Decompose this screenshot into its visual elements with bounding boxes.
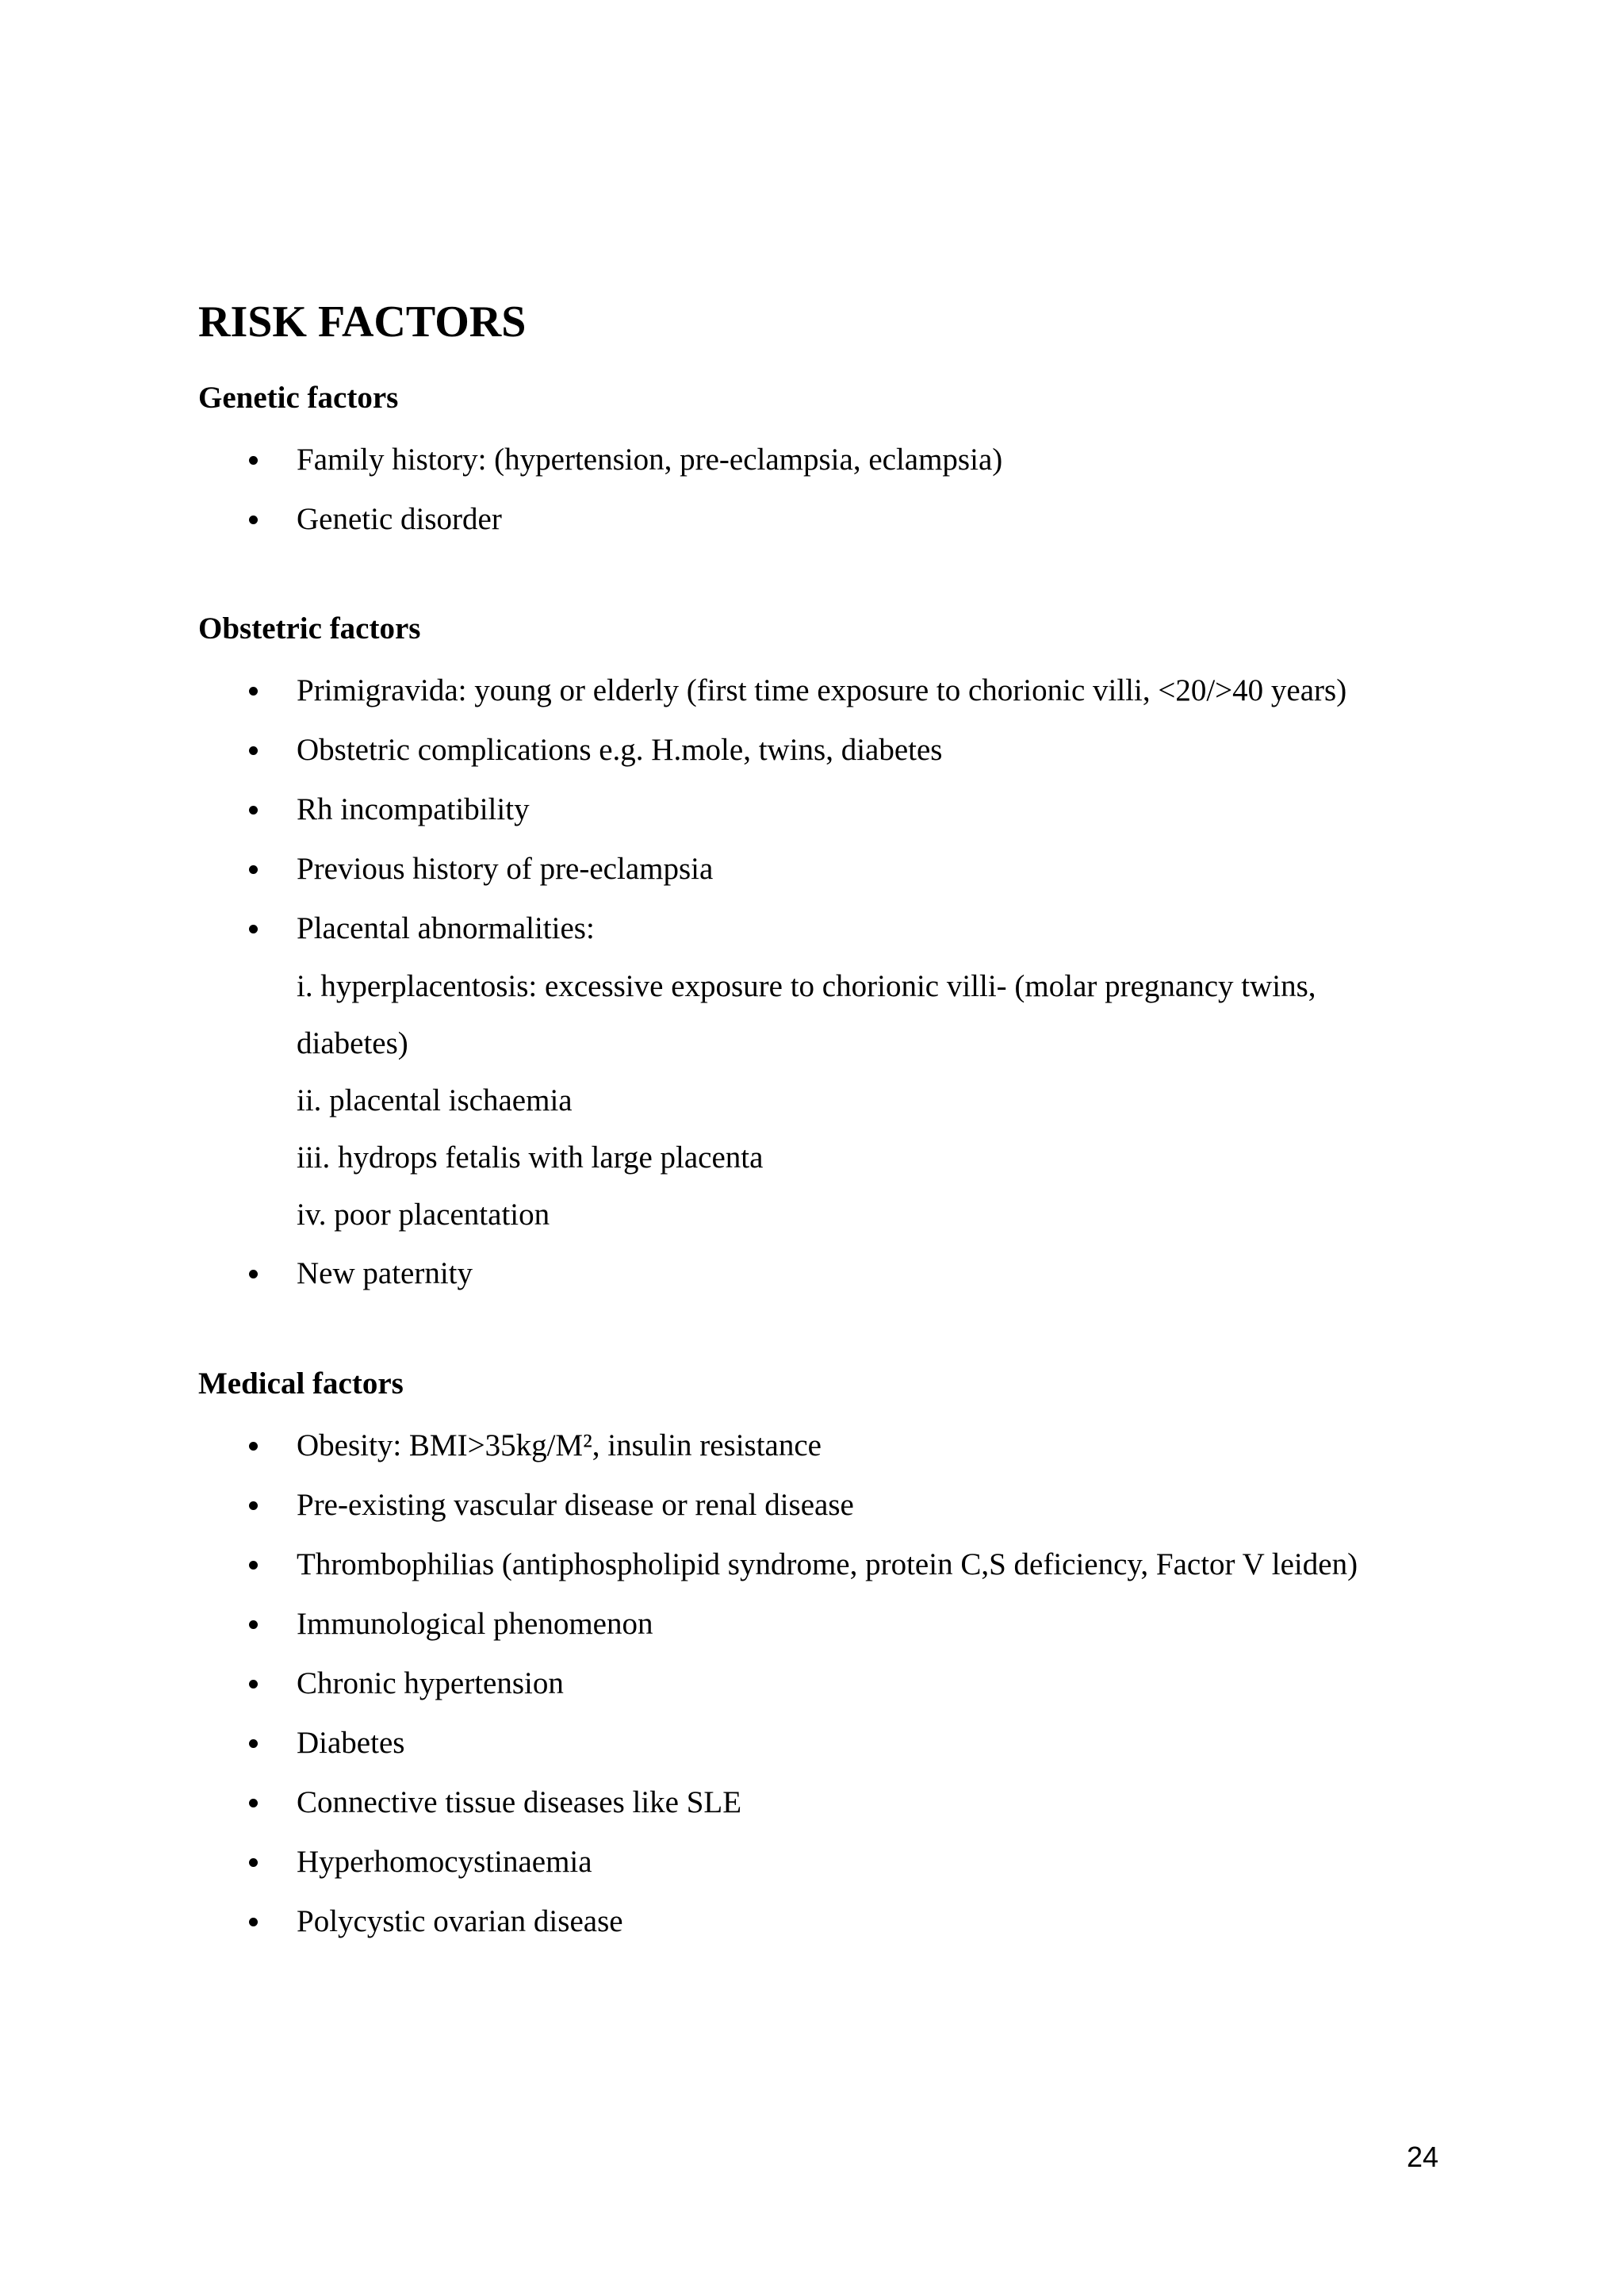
bullet-icon [249,1739,258,1748]
bullet-icon [249,1799,258,1807]
list-item [198,1892,1358,1951]
bullet-icon [249,1501,258,1510]
medical-factors-list [198,1416,1358,1951]
section-heading-genetic: Genetic factors [198,381,399,415]
list-item [198,899,1346,958]
list-item-text: Diabetes [297,1726,405,1760]
sub-item: ii. placental ischaemia [297,1083,573,1117]
bullet-icon [249,1270,258,1278]
bullet-icon [249,865,258,874]
bullet-icon [249,687,258,696]
bullet-icon [249,1858,258,1867]
list-item-text: Immunological phenomenon [297,1607,653,1641]
list-item [198,1594,1358,1654]
list-item-text: Hyperhomocystinaemia [297,1845,592,1879]
bullet-icon [249,1442,258,1451]
placental-subitems [198,958,1346,1244]
list-item [198,1773,1358,1832]
list-item [198,720,1346,780]
bullet-icon [249,1680,258,1688]
list-item-text: Pre-existing vascular disease or renal disease [297,1488,854,1522]
list-item-text: Family history: (hypertension, pre-eclampsia, eclampsia) [297,443,1003,477]
list-item [198,839,1346,899]
page-number: 24 [1407,2141,1439,2173]
list-item-text: Thrombophilias (antiphospholipid syndrome, protein C,S deficiency, Factor V leiden) [297,1547,1358,1581]
bullet-icon [249,806,258,815]
bullet-icon [249,1561,258,1570]
list-item [198,1416,1358,1475]
list-item [198,1654,1358,1713]
list-item [198,780,1346,839]
list-item-text: Primigravida: young or elderly (first time exposure to chorionic villi, <20/>40 years) [297,673,1347,707]
sub-item: iv. poor placentation [297,1198,550,1232]
list-item-text: Genetic disorder [297,502,502,536]
list-item [198,1832,1358,1892]
list-item [198,430,1002,489]
list-item-text: Obesity: BMI>35kg/M², insulin resistance [297,1428,822,1462]
list-item [198,1244,1346,1303]
list-item-text: Previous history of pre-eclampsia [297,852,714,886]
bullet-icon [249,925,258,933]
obstetric-factors-list [198,661,1346,1303]
bullet-icon [249,1918,258,1926]
bullet-icon [249,516,258,524]
page-title: RISK FACTORS [198,297,527,347]
list-item-text: Placental abnormalities: [297,911,595,945]
list-item-text: Polycystic ovarian disease [297,1904,623,1938]
list-item-text: Connective tissue diseases like SLE [297,1785,742,1819]
bullet-icon [249,746,258,755]
list-item-text: Chronic hypertension [297,1666,564,1700]
section-heading-obstetric: Obstetric factors [198,611,421,646]
list-item [198,1535,1358,1594]
list-item [198,1475,1358,1535]
list-item-text: New paternity [297,1256,473,1290]
sub-item: i. hyperplacentosis: excessive exposure to chorionic villi- (molar pregnancy twins, [297,969,1316,1003]
list-item [198,1713,1358,1773]
bullet-icon [249,1620,258,1629]
sub-item-continuation: diabetes) [297,1026,408,1060]
bullet-icon [249,456,258,465]
list-item-text: Obstetric complications e.g. H.mole, twins, diabetes [297,733,943,767]
list-item [198,661,1346,720]
sub-item: iii. hydrops fetalis with large placenta [297,1140,764,1175]
section-heading-medical: Medical factors [198,1366,404,1401]
list-item-text: Rh incompatibility [297,792,530,826]
list-item [198,489,1002,549]
genetic-factors-list [198,430,1002,549]
